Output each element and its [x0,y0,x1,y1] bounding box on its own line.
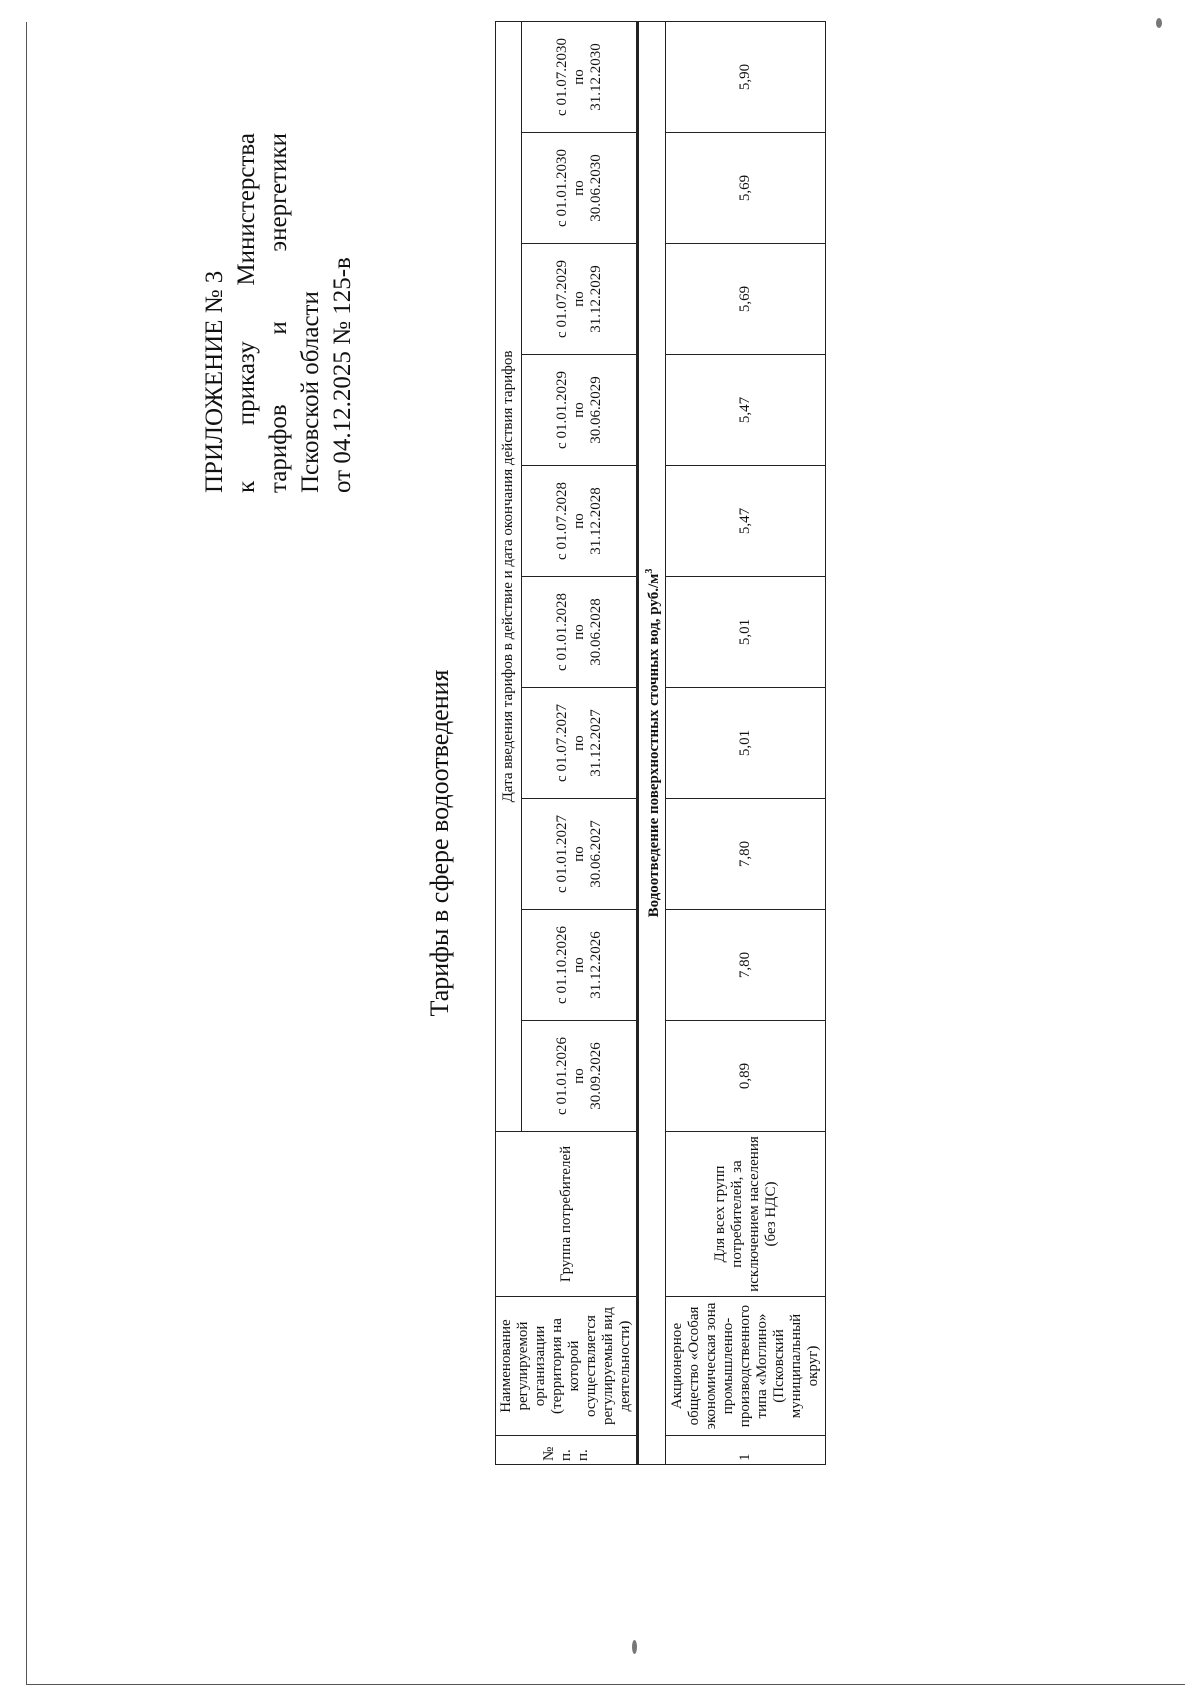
header-period-7: с 01.01.2029 по 30.06.2029 [522,355,638,466]
row-value-3: 7,80 [666,799,826,910]
appendix-line-5: от 04.12.2025 № 125-в [329,257,356,493]
appendix-line-4: Псковской области [297,291,324,493]
appendix-block [199,133,359,493]
header-period-8: с 01.07.2029 по 31.12.2029 [522,244,638,355]
row-value-6: 5,47 [666,466,826,577]
header-period-5: с 01.01.2028 по 30.06.2028 [522,577,638,688]
section-label: Водоотведение поверхностных сточных вод, $руб./м^3$ [638,22,666,1465]
row-value-5: 5,01 [666,577,826,688]
row-value-4: 5,01 [666,688,826,799]
header-dates-caption: Дата введения тарифов в действие и дата окончания действия тарифов [496,22,522,1132]
header-period-10: с 01.07.2030 по 31.12.2030 [522,22,638,133]
row-num: 1 [666,1436,826,1465]
header-group: Группа потребителей [496,1132,638,1297]
header-period-9: с 01.01.2030 по 30.06.2030 [522,133,638,244]
appendix-line-1: ПРИЛОЖЕНИЕ № 3 [201,270,228,493]
row-org: Акционерное общество «Особая экономическая зона промышленно-производственного типа «Моглино» (Псковский муниципальный округ) [666,1297,826,1436]
header-org: Наименование регулируемой организации (территория на которой осуществляется регулируемый вид деятельности) [496,1297,638,1436]
row-value-7: 5,47 [666,355,826,466]
header-period-3: с 01.01.2027 по 30.06.2027 [522,799,638,910]
row-value-9: 5,69 [666,133,826,244]
header-period-6: с 01.07.2028 по 31.12.2028 [522,466,638,577]
row-value-8: 5,69 [666,244,826,355]
appendix-line-2: к приказу Министерства [233,133,260,493]
header-period-2: с 01.10.2026 по 31.12.2026 [522,910,638,1021]
document-title: Тарифы в сфере водоотведения [425,669,454,1017]
rotated-page [25,13,1175,1673]
section-row [638,22,666,1465]
tariffs-table [495,21,826,1465]
row-value-10: 5,90 [666,22,826,133]
table-row [666,22,826,1465]
row-value-2: 7,80 [666,910,826,1021]
appendix-line-3: тарифов и энергетики [265,133,292,493]
table-header-row [496,22,522,1465]
header-period-4: с 01.07.2027 по 31.12.2027 [522,688,638,799]
row-value-1: 0,89 [666,1021,826,1132]
header-num: № п. п. [496,1436,638,1465]
header-period-1: с 01.01.2026 по 30.09.2026 [522,1021,638,1132]
row-group: Для всех групп потребителей, за исключением населения (без НДС) [666,1132,826,1297]
